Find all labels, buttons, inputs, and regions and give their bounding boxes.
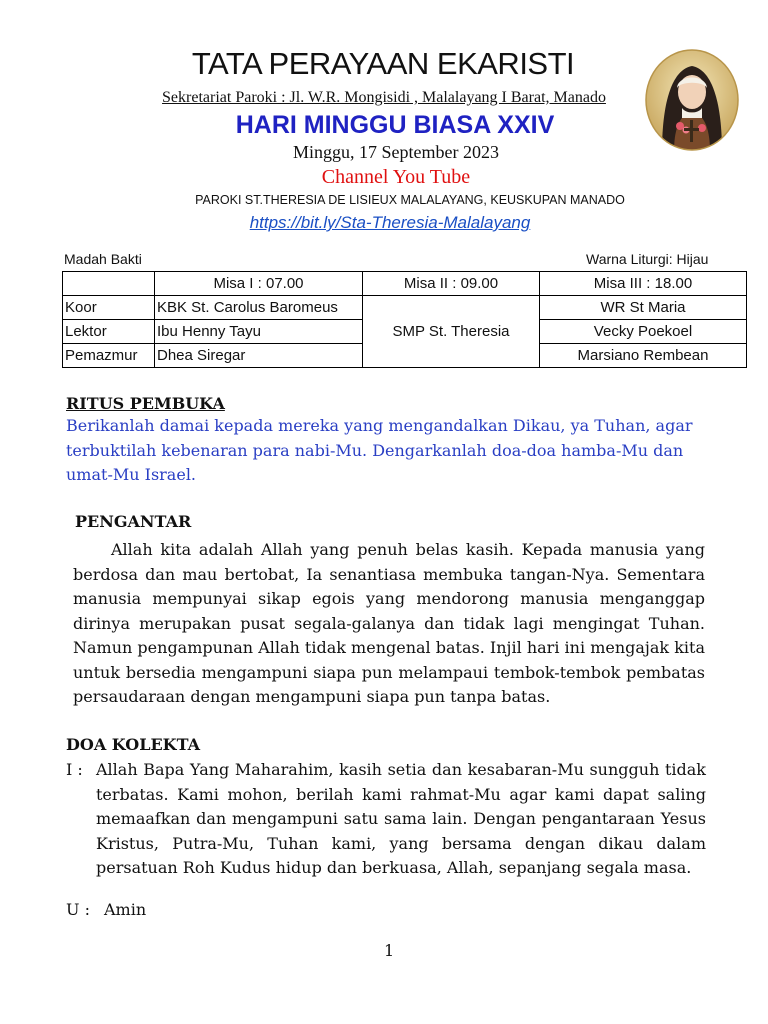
table-header-row <box>63 272 747 296</box>
collect-prayer <box>66 758 706 881</box>
doa-kolekta-heading: DOA KOLEKTA <box>66 735 201 754</box>
parish-name: PAROKI ST.THERESIA DE LISIEUX MALALAYANG, KEUSKUPAN MANADO <box>195 193 625 207</box>
ritus-pembuka-heading: RITUS PEMBUKA <box>66 394 225 413</box>
collect-prayer-text: Allah Bapa Yang Maharahim, kasih setia dan kesabaran-Mu sungguh tidak terbatas. Kami mohon, berilah kami rahmat-Mu agar kami dapat saling memaafkan dan mengampuni satu sama lain. Dengan pengantaraan Yesus Kristus, Putra-Mu, Tuhan kami, yang bersama dengan dikau dalam persatuan Roh Kudus hidup dan berkuasa, Allah, sepanjang segala masa. <box>96 760 706 877</box>
misa-1-cell: Ibu Henny Tayu <box>155 320 363 344</box>
column-header-misa-2: Misa II : 09.00 <box>363 272 540 296</box>
youtube-channel-label: Channel You Tube <box>321 166 471 188</box>
misa-1-cell: Dhea Siregar <box>155 344 363 368</box>
entrance-antiphon-text: Berikanlah damai kepada mereka yang mengandalkan Dikau, ya Tuhan, agar terbuktilah kebenaran para nabi-Mu. Dengarkanlah doa-doa hamba-Mu dan umat-Mu Israel. <box>66 416 693 484</box>
celebration-date: Minggu, 17 September 2023 <box>293 142 499 162</box>
mass-schedule-table <box>62 271 747 368</box>
saint-portrait-image <box>644 48 740 152</box>
role-cell: Pemazmur <box>63 344 155 368</box>
misa-3-cell: Marsiano Rembean <box>540 344 747 368</box>
column-header-misa-1: Misa I : 07.00 <box>155 272 363 296</box>
misa-3-cell: WR St Maria <box>540 296 747 320</box>
secretariat-address: Sekretariat Paroki : Jl. W.R. Mongisidi , Malalayang I Barat, Manado <box>162 89 606 106</box>
channel-link[interactable]: https://bit.ly/Sta-Theresia-Malalayang <box>249 213 531 232</box>
misa-2-merged-cell: SMP St. Theresia <box>363 296 540 368</box>
introduction-paragraph: Allah kita adalah Allah yang penuh belas kasih. Kepada manusia yang berdosa dan mau bertobat, Ia senantiasa membuka tangan-Nya. Sementara manusia mempunyai sikap egois yang mendorong manusia menganggap dirinya merupakan pusat segala-galanya dan tidak lagi mengingat Tuhan. Namun pengampunan Allah tidak mengenal batas. Injil hari ini mengajak kita untuk bersedia mengampuni siapa pun melampaui tembok-tembok pembatas persaudaraan dengan mengampuni siapa pun tanpa batas. <box>73 540 705 706</box>
liturgical-color-label: Warna Liturgi: Hijau <box>586 251 709 267</box>
page-number: 1 <box>384 941 395 960</box>
misa-3-cell: Vecky Poekoel <box>540 320 747 344</box>
people-response <box>66 898 706 923</box>
speaker-label-umat: U : <box>66 900 90 919</box>
table-row <box>63 296 747 320</box>
amen-response-text: Amin <box>104 900 147 919</box>
misa-1-cell: KBK St. Carolus Baromeus <box>155 296 363 320</box>
liturgical-sunday-title: HARI MINGGU BIASA XXIV <box>235 111 555 139</box>
column-header-misa-3: Misa III : 18.00 <box>540 272 747 296</box>
document-title: TATA PERAYAAN EKARISTI <box>191 46 575 81</box>
pengantar-heading: PENGANTAR <box>75 512 192 531</box>
speaker-label-imam: I : <box>66 760 83 779</box>
role-cell: Koor <box>63 296 155 320</box>
role-cell: Lektor <box>63 320 155 344</box>
hymnal-label: Madah Bakti <box>64 251 142 267</box>
table-corner-cell <box>63 272 155 296</box>
